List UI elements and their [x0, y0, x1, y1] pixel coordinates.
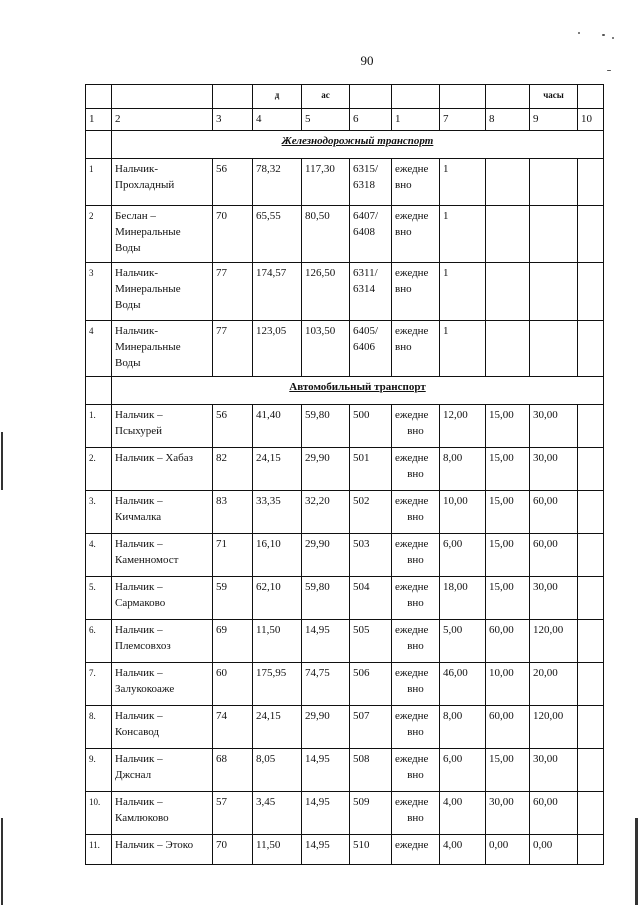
column-number-1: 1: [86, 109, 112, 131]
header-col4: д: [253, 85, 302, 109]
fare-value: 123,05: [253, 321, 302, 377]
interval-value: [486, 263, 530, 321]
time-value: 8,00: [440, 706, 486, 749]
time-value: 8,00: [440, 448, 486, 491]
tariff-value: 14,95: [302, 792, 350, 835]
scan-speck: [602, 34, 605, 36]
interval-value: 15,00: [486, 405, 530, 448]
column-number-9: 8: [486, 109, 530, 131]
fare-value: 24,15: [253, 706, 302, 749]
extra-col: [578, 534, 604, 577]
table-row: [86, 620, 604, 663]
header-row: [86, 85, 604, 109]
frequency: ежедне вно: [392, 448, 440, 491]
table-row: [86, 263, 604, 321]
distance-km: 74: [213, 706, 253, 749]
tariff-value: 29,90: [302, 706, 350, 749]
interval-value: 30,00: [486, 792, 530, 835]
route-number: 6407/ 6408: [350, 206, 392, 263]
route-name: Нальчик – Этоко: [112, 835, 213, 865]
route-number: 509: [350, 792, 392, 835]
frequency: ежедне вно: [392, 206, 440, 263]
table-row: [86, 534, 604, 577]
tariff-value: 14,95: [302, 749, 350, 792]
section-title: Железнодорожный транспорт: [112, 131, 604, 159]
table-row: [86, 491, 604, 534]
table-row: [86, 405, 604, 448]
interval-value: 15,00: [486, 534, 530, 577]
column-number-2: 2: [112, 109, 213, 131]
column-number-11: 10: [578, 109, 604, 131]
route-name: Нальчик – Джснал: [112, 749, 213, 792]
row-number: 4: [86, 321, 112, 377]
distance-km: 70: [213, 206, 253, 263]
frequency: ежедне вно: [392, 620, 440, 663]
route-name: Беслан – Минеральные Воды: [112, 206, 213, 263]
scan-speck: [607, 70, 611, 71]
section-title: Автомобильный транспорт: [112, 377, 604, 405]
frequency: ежедне вно: [392, 663, 440, 706]
fare-value: 33,35: [253, 491, 302, 534]
fare-value: 11,50: [253, 835, 302, 865]
scan-edge-mark: [1, 432, 3, 490]
fare-value: 175,95: [253, 663, 302, 706]
table-row: [86, 159, 604, 206]
table-row: [86, 792, 604, 835]
extra-col: [578, 620, 604, 663]
hours-value: 20,00: [530, 663, 578, 706]
route-name: Нальчик – Каменномост: [112, 534, 213, 577]
extra-col: [578, 749, 604, 792]
time-value: 6,00: [440, 749, 486, 792]
extra-col: [578, 706, 604, 749]
interval-value: 10,00: [486, 663, 530, 706]
time-value: 6,00: [440, 534, 486, 577]
route-number: 6315/ 6318: [350, 159, 392, 206]
section-header-row: [86, 377, 604, 405]
route-name: Нальчик – Камлюково: [112, 792, 213, 835]
interval-value: 15,00: [486, 749, 530, 792]
frequency: ежедне вно: [392, 577, 440, 620]
row-number: 3.: [86, 491, 112, 534]
distance-km: 56: [213, 405, 253, 448]
route-number: 506: [350, 663, 392, 706]
tariff-value: 59,80: [302, 405, 350, 448]
route-name: Нальчик – Племсовхоз: [112, 620, 213, 663]
table-row: [86, 749, 604, 792]
column-number-3: 3: [213, 109, 253, 131]
frequency: ежедне вно: [392, 491, 440, 534]
route-name: Нальчик- Прохладный: [112, 159, 213, 206]
section-header-row: [86, 131, 604, 159]
extra-col: [578, 491, 604, 534]
table-row: [86, 206, 604, 263]
fare-value: 8,05: [253, 749, 302, 792]
distance-km: 59: [213, 577, 253, 620]
row-number: 9.: [86, 749, 112, 792]
interval-value: 0,00: [486, 835, 530, 865]
interval-value: [486, 321, 530, 377]
distance-km: 60: [213, 663, 253, 706]
route-number: 503: [350, 534, 392, 577]
column-number-8: 7: [440, 109, 486, 131]
hours-value: [530, 321, 578, 377]
route-number: 6405/ 6406: [350, 321, 392, 377]
hours-value: 60,00: [530, 792, 578, 835]
column-number-7: 1: [392, 109, 440, 131]
tariff-value: 29,90: [302, 534, 350, 577]
section-spacer: [86, 377, 112, 405]
hours-value: 0,00: [530, 835, 578, 865]
tariff-value: 80,50: [302, 206, 350, 263]
tariff-value: 117,30: [302, 159, 350, 206]
page-number: 90: [360, 53, 374, 68]
route-number: 505: [350, 620, 392, 663]
row-number: 1: [86, 159, 112, 206]
hours-value: 30,00: [530, 448, 578, 491]
route-number: 508: [350, 749, 392, 792]
interval-value: 15,00: [486, 448, 530, 491]
extra-col: [578, 577, 604, 620]
route-number: 501: [350, 448, 392, 491]
time-value: 1: [440, 321, 486, 377]
frequency: ежедне вно: [392, 321, 440, 377]
route-number: 507: [350, 706, 392, 749]
route-name: Нальчик – Сармаково: [112, 577, 213, 620]
extra-col: [578, 663, 604, 706]
route-number: 500: [350, 405, 392, 448]
row-number: 7.: [86, 663, 112, 706]
extra-col: [578, 448, 604, 491]
distance-km: 57: [213, 792, 253, 835]
table-row: [86, 321, 604, 377]
tariff-value: 32,20: [302, 491, 350, 534]
row-number: 2.: [86, 448, 112, 491]
interval-value: [486, 206, 530, 263]
tariff-value: 126,50: [302, 263, 350, 321]
hours-value: 120,00: [530, 706, 578, 749]
section-spacer: [86, 131, 112, 159]
hours-value: [530, 159, 578, 206]
time-value: 12,00: [440, 405, 486, 448]
table-row: [86, 663, 604, 706]
hours-value: [530, 206, 578, 263]
route-name: Нальчик – Консавод: [112, 706, 213, 749]
interval-value: 15,00: [486, 491, 530, 534]
distance-km: 77: [213, 321, 253, 377]
hours-value: 30,00: [530, 405, 578, 448]
schedule-table: [85, 84, 604, 865]
hours-value: 60,00: [530, 534, 578, 577]
distance-km: 69: [213, 620, 253, 663]
route-name: Нальчик- Минеральные Воды: [112, 321, 213, 377]
distance-km: 77: [213, 263, 253, 321]
route-number: 502: [350, 491, 392, 534]
table-row: [86, 448, 604, 491]
frequency: ежедне вно: [392, 706, 440, 749]
frequency: ежедне вно: [392, 792, 440, 835]
table-row: [86, 706, 604, 749]
column-number-row: [86, 109, 604, 131]
frequency: ежедне вно: [392, 405, 440, 448]
interval-value: [486, 159, 530, 206]
tariff-value: 74,75: [302, 663, 350, 706]
route-name: Нальчик – Залукокоаже: [112, 663, 213, 706]
fare-value: 3,45: [253, 792, 302, 835]
scan-speck: [578, 32, 580, 34]
fare-value: 16,10: [253, 534, 302, 577]
interval-value: 60,00: [486, 620, 530, 663]
distance-km: 68: [213, 749, 253, 792]
row-number: 10.: [86, 792, 112, 835]
header-col9: часы: [530, 85, 578, 109]
scan-speck: [612, 37, 614, 39]
column-number-5: 5: [302, 109, 350, 131]
interval-value: 15,00: [486, 577, 530, 620]
column-number-6: 6: [350, 109, 392, 131]
time-value: 5,00: [440, 620, 486, 663]
time-value: 18,00: [440, 577, 486, 620]
extra-col: [578, 792, 604, 835]
distance-km: 83: [213, 491, 253, 534]
tariff-value: 103,50: [302, 321, 350, 377]
distance-km: 70: [213, 835, 253, 865]
column-number-10: 9: [530, 109, 578, 131]
time-value: 1: [440, 159, 486, 206]
route-name: Нальчик- Минеральные Воды: [112, 263, 213, 321]
tariff-value: 14,95: [302, 620, 350, 663]
distance-km: 56: [213, 159, 253, 206]
hours-value: 30,00: [530, 749, 578, 792]
extra-col: [578, 206, 604, 263]
extra-col: [578, 835, 604, 865]
time-value: 46,00: [440, 663, 486, 706]
distance-km: 71: [213, 534, 253, 577]
frequency: ежедне вно: [392, 534, 440, 577]
hours-value: 120,00: [530, 620, 578, 663]
fare-value: 11,50: [253, 620, 302, 663]
time-value: 1: [440, 263, 486, 321]
hours-value: 60,00: [530, 491, 578, 534]
table-row: [86, 835, 604, 865]
extra-col: [578, 263, 604, 321]
interval-value: 60,00: [486, 706, 530, 749]
time-value: 4,00: [440, 835, 486, 865]
frequency: ежедне вно: [392, 263, 440, 321]
tariff-value: 14,95: [302, 835, 350, 865]
route-number: 510: [350, 835, 392, 865]
column-number-4: 4: [253, 109, 302, 131]
route-number: 504: [350, 577, 392, 620]
row-number: 11.: [86, 835, 112, 865]
tariff-value: 59,80: [302, 577, 350, 620]
scan-edge-mark: [635, 818, 638, 905]
row-number: 2: [86, 206, 112, 263]
extra-col: [578, 159, 604, 206]
extra-col: [578, 321, 604, 377]
fare-value: 65,55: [253, 206, 302, 263]
fare-value: 24,15: [253, 448, 302, 491]
time-value: 10,00: [440, 491, 486, 534]
row-number: 1.: [86, 405, 112, 448]
row-number: 8.: [86, 706, 112, 749]
fare-value: 78,32: [253, 159, 302, 206]
route-number: 6311/ 6314: [350, 263, 392, 321]
fare-value: 174,57: [253, 263, 302, 321]
table-row: [86, 577, 604, 620]
frequency: ежедне вно: [392, 749, 440, 792]
frequency: ежедне: [392, 835, 440, 865]
fare-value: 62,10: [253, 577, 302, 620]
scan-edge-mark: [1, 818, 3, 905]
header-col5: ас: [302, 85, 350, 109]
route-name: Нальчик – Псыхурей: [112, 405, 213, 448]
fare-value: 41,40: [253, 405, 302, 448]
row-number: 4.: [86, 534, 112, 577]
time-value: 4,00: [440, 792, 486, 835]
row-number: 5.: [86, 577, 112, 620]
extra-col: [578, 405, 604, 448]
hours-value: [530, 263, 578, 321]
hours-value: 30,00: [530, 577, 578, 620]
time-value: 1: [440, 206, 486, 263]
tariff-value: 29,90: [302, 448, 350, 491]
row-number: 3: [86, 263, 112, 321]
row-number: 6.: [86, 620, 112, 663]
route-name: Нальчик – Кичмалка: [112, 491, 213, 534]
route-name: Нальчик – Хабаз: [112, 448, 213, 491]
frequency: ежедне вно: [392, 159, 440, 206]
distance-km: 82: [213, 448, 253, 491]
